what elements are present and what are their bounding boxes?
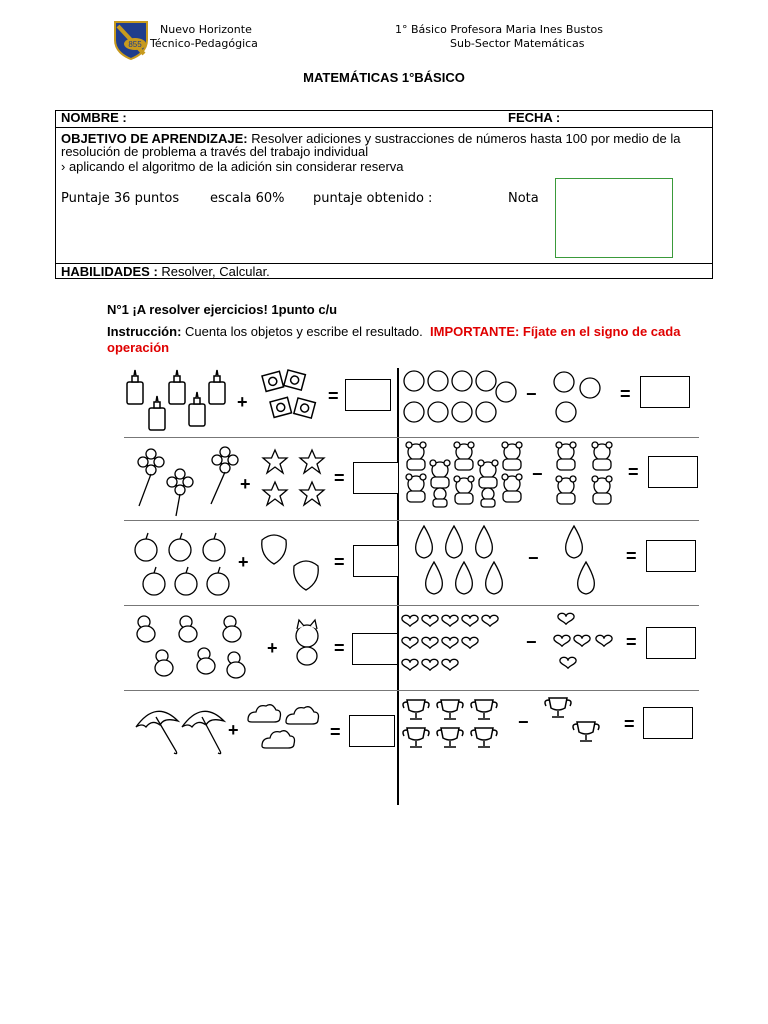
answer-box[interactable] — [646, 627, 696, 659]
apples-group-a — [402, 364, 518, 434]
equals-sign: = — [626, 632, 637, 652]
table-divider — [55, 127, 713, 128]
pears-group-b — [556, 522, 606, 598]
heart-icon — [402, 615, 418, 626]
school-logo — [112, 20, 150, 60]
trophy-icon — [437, 728, 463, 747]
equals-sign: = — [334, 468, 345, 488]
answer-box[interactable] — [646, 540, 696, 572]
heart-icon — [402, 659, 418, 670]
equals-sign: = — [334, 638, 345, 658]
answer-box[interactable] — [345, 379, 391, 411]
heart-icon — [482, 615, 498, 626]
equals-sign: = — [328, 386, 339, 406]
equals-sign: = — [624, 714, 635, 734]
instruction-label: Instrucción: — [107, 324, 182, 339]
habilidades — [61, 265, 270, 278]
habilidades-text: Resolver, Calcular. — [161, 264, 270, 279]
trophies-group-a — [400, 694, 510, 754]
puntaje-obtenido: puntaje obtenido : — [313, 191, 433, 206]
teddy-bears-group-b — [552, 438, 622, 510]
minus-sign: − — [518, 712, 529, 732]
heart-icon — [402, 637, 418, 648]
objetivo-text: Resolver adiciones y sustracciones de números hasta 100 por medio de la resolución de problema a través del trabajo individual — [61, 131, 681, 159]
plus-sign: + — [237, 392, 248, 412]
minus-sign: − — [532, 464, 543, 484]
glue-bottles-group — [125, 368, 237, 434]
answer-box[interactable] — [353, 462, 399, 494]
heart-icon — [554, 635, 570, 646]
heart-icon — [442, 637, 458, 648]
plus-sign: + — [267, 638, 278, 658]
flowers-group — [125, 442, 240, 516]
answer-box[interactable] — [643, 707, 693, 739]
pears-group-a — [410, 522, 510, 598]
clouds-group — [244, 700, 322, 760]
equals-sign: = — [620, 384, 631, 404]
grade-teacher: 1° Básico Profesora Maria Ines Bustos — [395, 23, 603, 36]
stars-group — [260, 446, 330, 514]
teddy-bears-group-a — [402, 438, 528, 510]
minus-sign: − — [526, 632, 537, 652]
apples-group — [130, 530, 230, 604]
answer-box[interactable] — [349, 715, 395, 747]
instruction-text: Cuenta los objetos y escribe el resultado. — [185, 324, 423, 339]
puntaje: Puntaje 36 puntos — [61, 191, 180, 206]
hearts-group-b — [552, 606, 622, 678]
hearts-group-a — [400, 610, 516, 680]
equals-sign: = — [334, 552, 345, 572]
trophy-icon — [403, 728, 429, 747]
chicks-group — [128, 612, 246, 686]
minus-sign: − — [528, 548, 539, 568]
objetivo-line3: › aplicando el algoritmo de la adición sin considerar reserva — [61, 159, 404, 174]
objetivo-label: OBJETIVO DE APRENDIZAJE: — [61, 131, 248, 146]
fecha-label: FECHA : — [508, 110, 561, 125]
objetivo — [61, 132, 711, 158]
sharpeners-group — [258, 368, 326, 430]
strawberries-group — [256, 526, 330, 600]
cat-icon — [287, 620, 327, 668]
answer-box[interactable] — [353, 545, 399, 577]
heart-icon — [596, 635, 612, 646]
row-divider — [124, 520, 699, 521]
instruction — [107, 324, 687, 356]
minus-sign: − — [526, 384, 537, 404]
heart-icon — [462, 637, 478, 648]
heart-icon — [560, 657, 576, 668]
important-note: IMPORTANTE: Fíjate en el signo de cada operación — [107, 324, 681, 355]
plus-sign: + — [228, 720, 239, 740]
school-name: Nuevo Horizonte — [160, 23, 252, 36]
trophy-icon — [573, 722, 599, 741]
nombre-label: NOMBRE : — [61, 110, 127, 125]
trophy-icon — [403, 700, 429, 719]
apples-group-b — [548, 364, 608, 434]
umbrellas-group — [134, 703, 230, 757]
trophies-group-b — [540, 692, 610, 752]
heart-icon — [442, 659, 458, 670]
svg-text:855: 855 — [128, 40, 142, 49]
plus-sign: + — [240, 474, 251, 494]
heart-icon — [422, 637, 438, 648]
heart-icon — [462, 615, 478, 626]
subsector: Sub-Sector Matemáticas — [450, 37, 585, 50]
equals-sign: = — [626, 546, 637, 566]
escala: escala 60% — [210, 191, 285, 206]
heart-icon — [422, 659, 438, 670]
center-divider — [397, 368, 399, 805]
habilidades-label: HABILIDADES : — [61, 264, 158, 279]
trophy-icon — [545, 698, 571, 717]
heart-icon — [422, 615, 438, 626]
row-divider — [124, 690, 699, 691]
trophy-icon — [437, 700, 463, 719]
page-title: MATEMÁTICAS 1°BÁSICO — [303, 70, 465, 85]
trophy-icon — [471, 728, 497, 747]
answer-box[interactable] — [640, 376, 690, 408]
answer-box[interactable] — [648, 456, 698, 488]
trophy-icon — [471, 700, 497, 719]
heart-icon — [574, 635, 590, 646]
department: Técnico-Pedagógica — [150, 37, 258, 50]
plus-sign: + — [238, 552, 249, 572]
equals-sign: = — [628, 462, 639, 482]
exercise-heading: N°1 ¡A resolver ejercicios! 1punto c/u — [107, 302, 338, 317]
nota-box[interactable] — [555, 178, 673, 258]
heart-icon — [558, 613, 574, 624]
heart-icon — [442, 615, 458, 626]
answer-box[interactable] — [352, 633, 398, 665]
nota-label: Nota — [508, 191, 539, 206]
equals-sign: = — [330, 722, 341, 742]
